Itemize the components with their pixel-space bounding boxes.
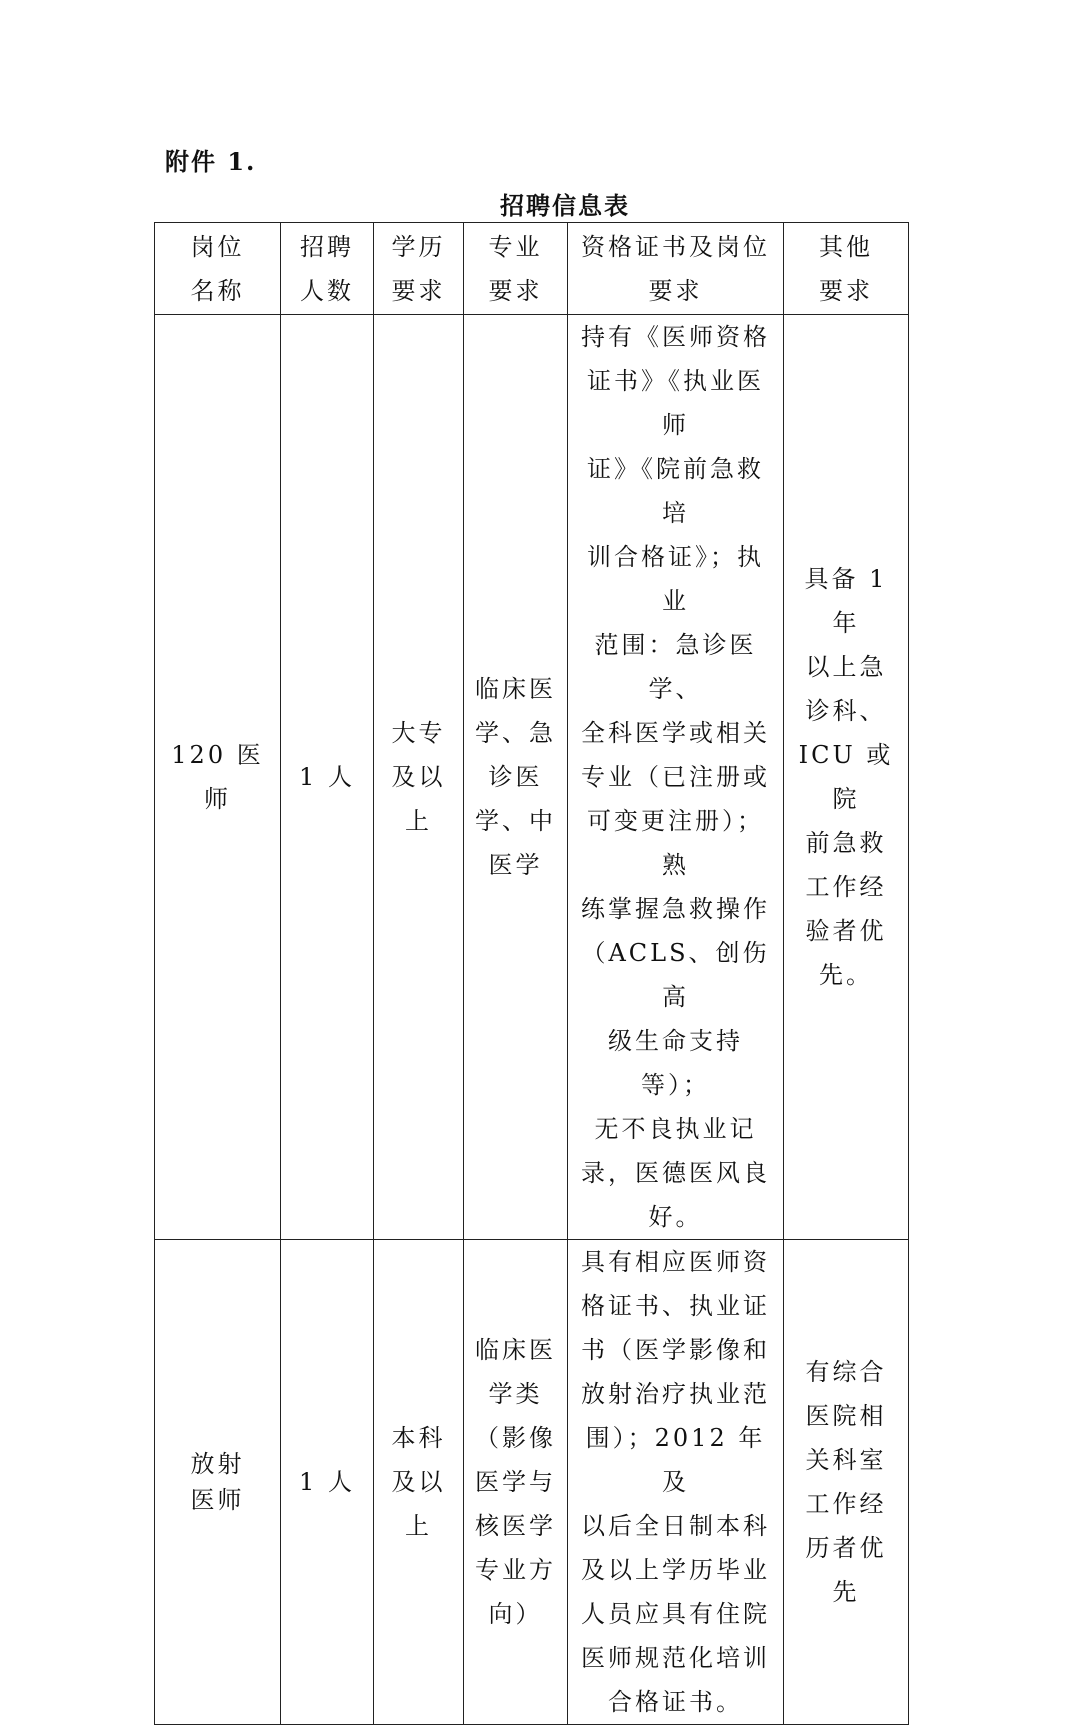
cell-major: 临床医 学类 （影像 医学与 核医学 专业方 向）: [464, 1240, 568, 1725]
recruitment-table: [154, 222, 909, 1725]
header-count: 招聘 人数: [281, 223, 374, 315]
cell-qualification: 具有相应医师资 格证书、执业证 书（医学影像和 放射治疗执业范 围）；2012 年及 以后全日制本科 及以上学历毕业 人员应具有住院 医师规范化培训 合格证书。: [568, 1240, 784, 1725]
cell-position: 放射 医师: [155, 1240, 281, 1725]
cell-education: 本科 及以 上: [374, 1240, 464, 1725]
header-qualification: 资格证书及岗位 要求: [568, 223, 784, 315]
cell-count: 1 人: [281, 315, 374, 1240]
cell-education: 大专 及以 上: [374, 315, 464, 1240]
header-position: 岗位 名称: [155, 223, 281, 315]
table-row: [155, 315, 909, 1240]
attachment-label: 附件 1.: [165, 147, 257, 176]
cell-other: 具备 1 年 以上急 诊科、 ICU 或院 前急救 工作经 验者优 先。: [784, 315, 909, 1240]
table-row: [155, 1240, 909, 1725]
header-major: 专业 要求: [464, 223, 568, 315]
header-other: 其他 要求: [784, 223, 909, 315]
table-title: 招聘信息表: [500, 191, 630, 220]
cell-position: 120 医师: [155, 315, 281, 1240]
header-education: 学历 要求: [374, 223, 464, 315]
cell-qualification: 持有《医师资格 证书》《执业医师 证》《院前急救培 训合格证》；执业 范围：急诊医学、 全科医学或相关 专业（已注册或 可变更注册）；熟 练掌握急救操作 （ACLS、创伤高 级生命支持等）； 无不良执业记 录，医德医风良 好。: [568, 315, 784, 1240]
cell-count: 1 人: [281, 1240, 374, 1725]
cell-other: 有综合 医院相 关科室 工作经 历者优 先: [784, 1240, 909, 1725]
header-row: [155, 223, 909, 315]
cell-major: 临床医 学、急 诊医 学、中 医学: [464, 315, 568, 1240]
